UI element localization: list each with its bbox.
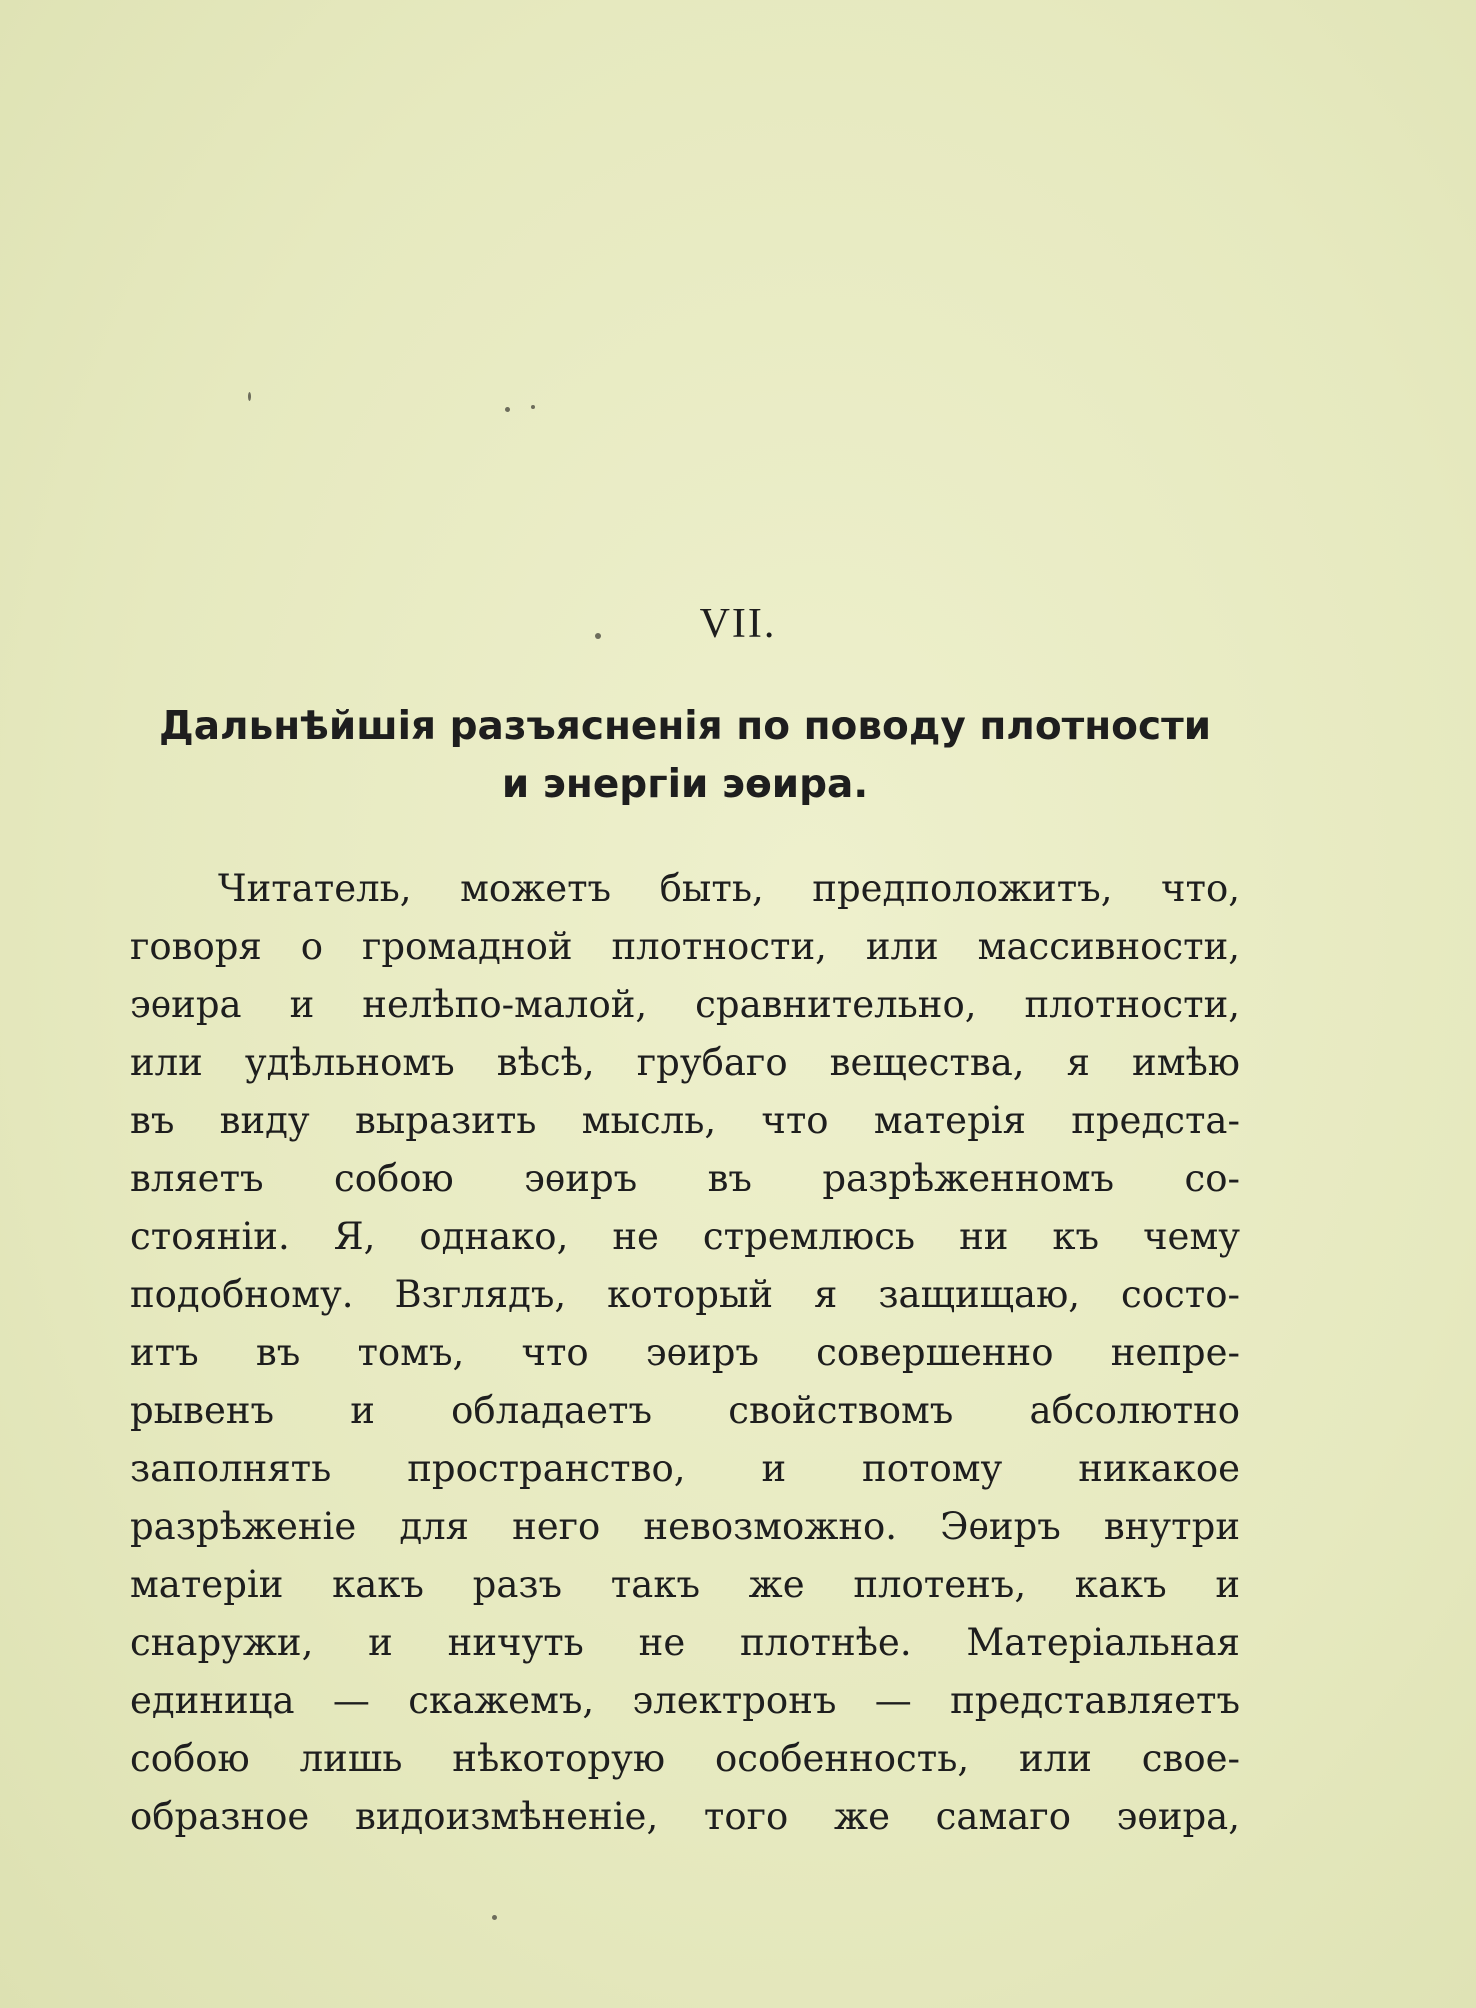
text-line: эѳира и нелѣпо-малой, сравнительно, плотности, [130, 983, 1240, 1026]
text-line: снаружи, и ничуть не плотнѣе. Матеріальная [130, 1621, 1240, 1664]
text-line: образное видоизмѣненіе, того же самаго эѳира, [130, 1795, 1240, 1838]
text-line: единица — скажемъ, электронъ — представляетъ [130, 1679, 1240, 1722]
dust-speck [531, 405, 535, 409]
text-line: стояніи. Я, однако, не стремлюсь ни къ чему [130, 1215, 1240, 1258]
body-paragraph [130, 860, 1240, 1846]
text-line: итъ въ томъ, что эѳиръ совершенно непре- [130, 1331, 1240, 1374]
chapter-number: VII. [699, 601, 777, 647]
text-line: разрѣженіе для него невозможно. Эѳиръ внутри [130, 1505, 1240, 1548]
text-line: въ виду выразить мысль, что матерія предста- [130, 1099, 1240, 1142]
text-line: заполнять пространство, и потому никакое [130, 1447, 1240, 1490]
chapter-title [130, 698, 1240, 814]
chapter-title-line: Дальнѣйшія разъясненія по поводу плотности [158, 704, 1212, 749]
text-line: вляетъ собою эѳиръ въ разрѣженномъ со- [130, 1157, 1240, 1200]
dust-speck [505, 407, 510, 412]
text-line: матеріи какъ разъ такъ же плотенъ, какъ и [130, 1563, 1240, 1606]
text-line: собою лишь нѣкоторую особенность, или свое- [130, 1737, 1240, 1780]
text-line: подобному. Взглядъ, который я защищаю, состо- [130, 1273, 1240, 1316]
dust-speck [248, 392, 251, 401]
text-line: или удѣльномъ вѣсѣ, грубаго вещества, я имѣю [130, 1041, 1240, 1084]
text-line: говоря о громадной плотности, или массивности, [130, 925, 1240, 968]
chapter-title-line: и энергіи эѳира. [501, 762, 869, 807]
dust-speck [492, 1915, 497, 1920]
text-line: Читатель, можетъ быть, предположитъ, что, [218, 867, 1240, 910]
text-line: рывенъ и обладаетъ свойствомъ абсолютно [130, 1389, 1240, 1432]
